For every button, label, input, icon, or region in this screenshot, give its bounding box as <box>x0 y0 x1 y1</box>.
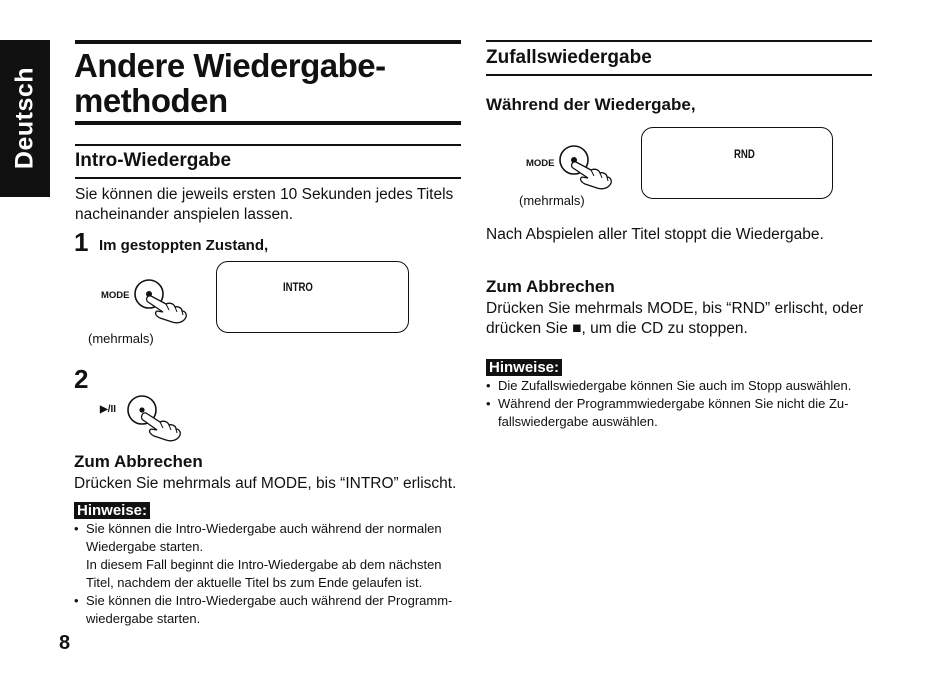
intro-repeat-note: (mehrmals) <box>88 331 154 346</box>
intro-note-2-line-1: • Sie können die Intro-Wiedergabe auch während der Programm- <box>86 593 453 608</box>
page-title <box>74 48 386 118</box>
random-heading: Zufallswiedergabe <box>486 47 652 68</box>
random-note-1-line-1: • Die Zufallswiedergabe können Sie auch im Stopp auswählen. <box>498 378 852 393</box>
title-bottom-rule <box>75 121 461 125</box>
random-cancel-heading: Zum Abbrechen <box>486 277 615 296</box>
mode-button-label: MODE <box>101 290 130 301</box>
random-note-item <box>486 395 878 431</box>
random-mode-button-press-icon <box>557 142 617 194</box>
intro-note-2-line-2: wiedergabe starten. <box>86 611 201 626</box>
page-title-line-2: methoden <box>74 82 228 119</box>
random-notes-badge: Hinweise: <box>486 359 562 376</box>
random-repeat-note: (mehrmals) <box>519 193 585 208</box>
language-tab-label: Deutsch <box>10 66 39 170</box>
intro-note-1-line-2: Wiedergabe starten. <box>86 539 204 554</box>
random-display-panel <box>641 127 833 199</box>
intro-display-text: INTRO <box>283 280 313 294</box>
play-pause-button-press-icon <box>126 393 186 445</box>
random-note-2-line-1: • Während der Programmwiedergabe können Sie nicht die Zu- <box>498 396 849 411</box>
intro-note-1-line-4: Titel, nachdem der aktuelle Titel bs zum Ende gelaufen ist. <box>86 575 423 590</box>
intro-description-line-2: nacheinander anspielen lassen. <box>75 206 294 223</box>
intro-note-item <box>74 520 466 592</box>
intro-cancel-text: Drücken Sie mehrmals auf MODE, bis “INTRO” erlischt. <box>74 475 457 492</box>
page-number: 8 <box>59 632 71 654</box>
intro-description <box>75 185 465 225</box>
page-title-line-1: Andere Wiedergabe- <box>74 47 386 84</box>
intro-display-panel <box>216 261 409 333</box>
random-during-text: Während der Wiedergabe, <box>486 95 696 114</box>
mode-button-press-icon <box>132 274 192 326</box>
random-mode-button-label: MODE <box>526 158 555 169</box>
language-tab <box>0 40 50 197</box>
random-notes-list <box>486 377 878 431</box>
title-top-rule <box>75 40 461 44</box>
random-after-text: Nach Abspielen aller Titel stoppt die Wiedergabe. <box>486 226 824 243</box>
step-1-text: Im gestoppten Zustand, <box>99 237 269 254</box>
intro-heading: Intro-Wiedergabe <box>75 150 232 171</box>
intro-description-line-1: Sie können die jeweils ersten 10 Sekunden jedes Titels <box>75 186 454 203</box>
intro-cancel-heading: Zum Abbrechen <box>74 452 203 471</box>
random-note-2-line-2: fallswiedergabe auswählen. <box>498 414 658 429</box>
random-cancel-text <box>486 299 878 339</box>
intro-note-item <box>74 592 466 628</box>
random-display-text: RND <box>734 147 755 161</box>
step-1-number: 1 <box>74 227 89 257</box>
random-section-rule <box>486 40 872 42</box>
intro-section-rule <box>75 144 461 146</box>
intro-notes-badge: Hinweise: <box>74 502 150 519</box>
random-heading-rule <box>486 74 872 76</box>
intro-notes-list <box>74 520 466 628</box>
random-cancel-line-1: Drücken Sie mehrmals MODE, bis “RND” erlischt, oder <box>486 300 864 317</box>
step-2-number: 2 <box>74 364 89 394</box>
random-note-item <box>486 377 878 395</box>
intro-note-1-line-3: In diesem Fall beginnt die Intro-Wiedergabe ab dem nächsten <box>86 557 442 572</box>
play-pause-button-label: ▶/II <box>100 404 117 415</box>
random-cancel-line-2: drücken Sie ■, um die CD zu stoppen. <box>486 320 748 337</box>
intro-heading-rule <box>75 177 461 179</box>
intro-note-1-line-1: • Sie können die Intro-Wiedergabe auch während der normalen <box>86 521 442 536</box>
